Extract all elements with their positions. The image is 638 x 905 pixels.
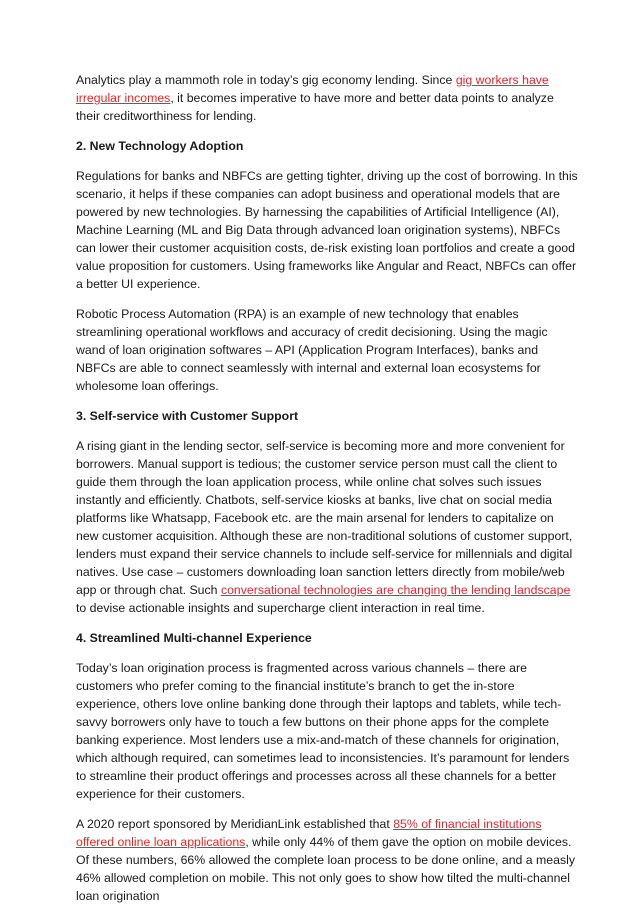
paragraph-fragmented-channels: Today’s loan origination process is fragmented across various channels – there are customers who prefer coming to the financial institute’s branch to get the in-store experience, others love online banking done through their laptops and tablets, while tech-savvy borrowers only have to touch a few buttons on their phone apps for the complete banking experience. Most lenders use a mix-and-match of these channels for origination, which although required, can sometimes lead to inconsistencies. It’s paramount for lenders to streamline their product offerings and processes across all these channels for a better experience for their customers. (76, 661, 570, 801)
paragraph-text: A rising giant in the lending sector, self-service is becoming more and more convenient for borrowers. Manual support is tedious; the customer service person must call the client to guide them through the loan application process, while online chat solves such issues instantly and efficiently. Chatbots, self-service kiosks at banks, live chat on social media platforms like Whatsapp, Facebook etc. are the main arsenal for lenders to capitalize on new customer acquisition. Although these are non-traditional solutions of customer support, lenders must expand their service channels to include self-service for millennials and digital natives. Use case – customers downloading loan sanction letters directly from mobile/web app or through chat. Such (76, 439, 573, 597)
paragraph-rpa: Robotic Process Automation (RPA) is an example of new technology that enables streamlining operational workflows and accuracy of credit decisioning. Using the magic wand of loan origination softwares – API (Application Program Interfaces), banks and NBFCs are able to connect seamlessly with internal and external loan ecosystems for wholesome loan offerings. (76, 307, 548, 393)
link-conversational-technologies[interactable]: conversational technologies are changing the lending landscape (220, 583, 571, 597)
heading-multi-channel: 4. Streamlined Multi-channel Experience (76, 631, 312, 645)
link-gig-workers-incomes[interactable]: gig workers have irregular incomes (76, 73, 549, 105)
paragraph-self-service (76, 437, 578, 617)
paragraph-text: A 2020 report sponsored by MeridianLink established that (76, 817, 394, 831)
paragraph-text: to devise actionable insights and supercharge client interaction in real time. (76, 601, 485, 615)
paragraph-regulations: Regulations for banks and NBFCs are getting tighter, driving up the cost of borrowing. In this scenario, it helps if these companies can adopt business and operational models that are powered by new technologies. By harnessing the capabilities of Artificial Intelligence (AI), Machine Learning (ML and Big Data through advanced loan origination systems), NBFCs can lower their customer acquisition costs, de-risk existing loan portfolios and create a good value proposition for customers. Using frameworks like Angular and React, NBFCs can offer a better UI experience. (76, 169, 578, 291)
link-financial-institutions-online[interactable]: 85% of financial institutions offered online loan applications (76, 817, 542, 849)
heading-self-service: 3. Self-service with Customer Support (76, 409, 299, 423)
heading-new-technology-adoption: 2. New Technology Adoption (76, 139, 244, 153)
paragraph-text: , while only 44% of them gave the option on mobile devices. Of these numbers, 66% allowed the complete loan process to be done online, and a measly 46% allowed completion on mobile. This not only goes to show how tilted the multi-channel loan origination (76, 835, 576, 903)
paragraph-meridianlink-report (76, 815, 578, 905)
paragraph-text: Analytics play a mammoth role in today’s gig economy lending. Since (76, 73, 456, 87)
paragraph-analytics (76, 71, 578, 125)
paragraph-text: , it becomes imperative to have more and better data points to analyze their creditworthiness for lending. (76, 91, 554, 123)
